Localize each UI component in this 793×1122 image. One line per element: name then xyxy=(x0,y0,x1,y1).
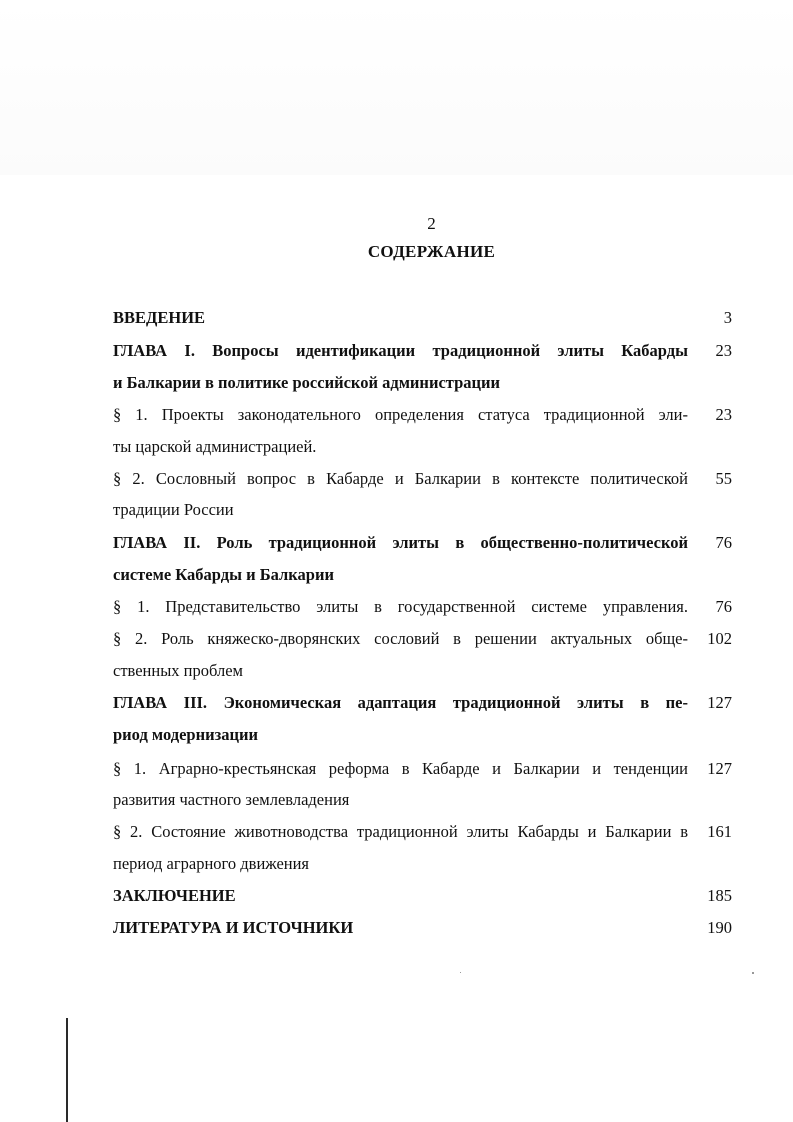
toc-entry-ch3-sec2-cont[interactable]: период аграрного движения xyxy=(113,854,310,873)
toc-entry-chapter-1-cont[interactable]: и Балкарии в политике российской администрации xyxy=(113,373,501,392)
toc-entry-ch3-sec2[interactable]: § 2. Состояние животноводства традиционной элиты Кабарды и Балкарии в xyxy=(113,822,688,841)
page-title: СОДЕРЖАНИЕ xyxy=(367,242,496,261)
toc-entry-chapter-1[interactable]: ГЛАВА I. Вопросы идентификации традиционной элиты Кабарды xyxy=(113,341,688,360)
scan-speck xyxy=(752,972,754,974)
toc-entry-ch1-sec2[interactable]: § 2. Сословный вопрос в Кабарде и Балкарии в контексте политической xyxy=(113,469,688,488)
toc-entry-chapter-3[interactable]: ГЛАВА III. Экономическая адаптация традиционной элиты в пе- xyxy=(113,693,688,712)
toc-page-number: 3 xyxy=(723,308,732,327)
toc-page-number: 76 xyxy=(715,533,732,552)
toc-page-number: 161 xyxy=(707,822,732,841)
toc-entry-chapter-2[interactable]: ГЛАВА II. Роль традиционной элиты в общественно-политической xyxy=(113,533,688,552)
toc-entry-ch1-sec1[interactable]: § 1. Проекты законодательного определения статуса традиционной эли- xyxy=(113,405,688,424)
toc-entry-chapter-2-cont[interactable]: системе Кабарды и Балкарии xyxy=(113,565,334,584)
toc-page-number: 127 xyxy=(707,693,732,712)
toc-entry-ch1-sec1-cont[interactable]: ты царской администрацией. xyxy=(113,437,317,456)
toc-page-number: 23 xyxy=(715,341,732,360)
toc-page-number: 127 xyxy=(707,759,732,778)
toc-entry-literature[interactable]: ЛИТЕРАТУРА И ИСТОЧНИКИ xyxy=(113,918,354,937)
toc-page-number: 23 xyxy=(715,405,732,424)
toc-entry-conclusion[interactable]: ЗАКЛЮЧЕНИЕ xyxy=(113,886,236,905)
toc-page-number: 102 xyxy=(707,629,732,648)
toc-page-number: 185 xyxy=(707,886,732,905)
toc-entry-ch3-sec1-cont[interactable]: развития частного землевладения xyxy=(113,790,350,809)
page-number: 2 xyxy=(427,214,436,233)
toc-entry-ch3-sec1[interactable]: § 1. Аграрно-крестьянская реформа в Кабарде и Балкарии и тенденции xyxy=(113,759,688,778)
toc-entry-ch2-sec1[interactable]: § 1. Представительство элиты в государственной системе управления. xyxy=(113,597,688,616)
scan-speck xyxy=(460,972,461,973)
toc-entry-chapter-3-cont[interactable]: риод модернизации xyxy=(113,725,258,744)
toc-page-number: 76 xyxy=(715,597,732,616)
toc-page-number: 55 xyxy=(715,469,732,488)
toc-entry-ch2-sec2-cont[interactable]: ственных проблем xyxy=(113,661,243,680)
toc-page-number: 190 xyxy=(707,918,732,937)
toc-entry-ch2-sec2[interactable]: § 2. Роль княжеско-дворянских сословий в решении актуальных обще- xyxy=(113,629,688,648)
scan-edge-line xyxy=(66,1018,68,1122)
toc-entry-introduction[interactable]: ВВЕДЕНИЕ xyxy=(113,308,206,327)
toc-entry-ch1-sec2-cont[interactable]: традиции России xyxy=(113,500,234,519)
